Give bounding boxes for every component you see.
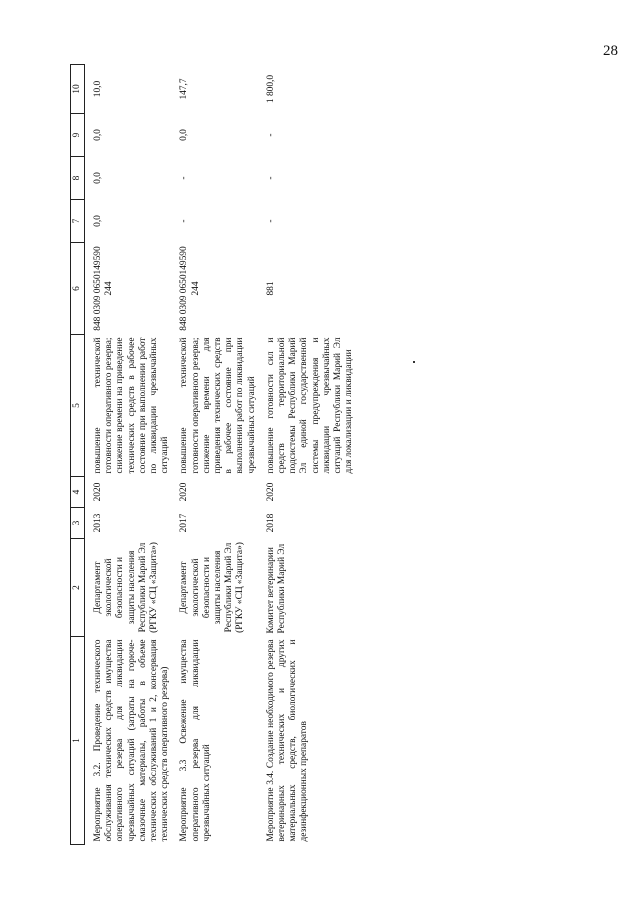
result-cell: повышение технической готовности оперативного резерва; снижение времени для приведения технических средств в рабочее состояние при выполнении работ по ликвидации чрезвычайных ситуаций: [179, 337, 257, 474]
header-cell-9: 9: [71, 114, 85, 157]
header-cell-5: 5: [71, 335, 85, 477]
table-row: [85, 65, 172, 845]
budget-code-cell: 848 0309 0650149590 244: [93, 246, 115, 331]
header-cell-6: 6: [71, 243, 85, 335]
header-cell-2: 2: [71, 539, 85, 637]
value-cell-8: -: [265, 176, 276, 180]
end-year-cell: 2020: [265, 482, 276, 502]
value-cell-9: -: [265, 133, 276, 137]
result-cell: повышение технической готовности оперативного резерва; снижение времени на приведение технических средств в рабочее состояние при выполнении работ по ликвидации чрезвычайных ситуаций: [93, 337, 171, 474]
end-year-cell: 2020: [93, 482, 103, 502]
measure-cell: Мероприятие 3.2. Проведение технического обслуживания технических средств имущества оперативного резерва для ликвидации чрезвычайных ситуаций (затраты на горюче-смазочные материалы, работы в объеме технических обслуживаний 1 и 2, консервация технических средств оперативного резерва): [93, 639, 171, 842]
start-year-cell: 2018: [265, 513, 276, 533]
executor-cell: Комитет ветеринарии Республики Марий Эл: [265, 543, 288, 634]
header-cell-8: 8: [71, 157, 85, 200]
value-cell-9: 0,0: [93, 129, 103, 141]
budget-code-cell: 848 0309 0650149590 244: [179, 246, 201, 331]
value-cell-7: -: [179, 219, 190, 223]
value-cell-7: 0,0: [93, 215, 103, 227]
header-cell-1: 1: [71, 637, 85, 845]
value-cell-9: 0,0: [179, 129, 190, 141]
value-cell-10: 147,7: [179, 78, 190, 100]
header-cell-7: 7: [71, 200, 85, 243]
program-measures-table: [70, 64, 355, 845]
result-cell: повышение готовности сил и средств территориальной подсистемы Республики Марий Эл единой государственной системы предупреждения и ликвидации чрезвычайных ситуаций Республики Марий Эл для локализации и ликвидации: [265, 337, 355, 474]
rotated-table-container: [70, 65, 575, 845]
value-cell-8: 0,0: [93, 172, 103, 184]
table-row: [258, 65, 356, 845]
value-cell-8: -: [179, 176, 190, 180]
start-year-cell: 2017: [179, 513, 190, 533]
budget-code-cell: 881: [265, 281, 276, 296]
header-cell-3: 3: [71, 508, 85, 539]
measure-cell: Мероприятие 3.3 Освежение имущества оперативного резерва для ликвидации чрезвычайных ситуаций: [179, 639, 212, 842]
table-row: [171, 65, 257, 845]
value-cell-10: 10,0: [93, 80, 103, 98]
header-cell-10: 10: [71, 65, 85, 114]
measure-cell: Мероприятие 3.4. Создание необходимого резерва ветеринарных технических и других материальных средств, биологических и дезинфекционных препаратов: [265, 639, 310, 842]
executor-cell: Департамент экологической безопасности и защиты населения Республики Марий Эл (РГКУ «СЦ «Защита»): [179, 542, 246, 633]
start-year-cell: 2013: [93, 513, 103, 533]
executor-cell: Департамент экологической безопасности и защиты населения Республики Марий Эл (РГКУ «СЦ «Защита»): [93, 542, 160, 633]
end-year-cell: 2020: [179, 482, 190, 502]
header-row: [71, 65, 85, 845]
value-cell-7: -: [265, 219, 276, 223]
page-number: 28: [603, 43, 618, 59]
value-cell-10: 1 800,0: [265, 74, 276, 104]
header-cell-4: 4: [71, 477, 85, 508]
